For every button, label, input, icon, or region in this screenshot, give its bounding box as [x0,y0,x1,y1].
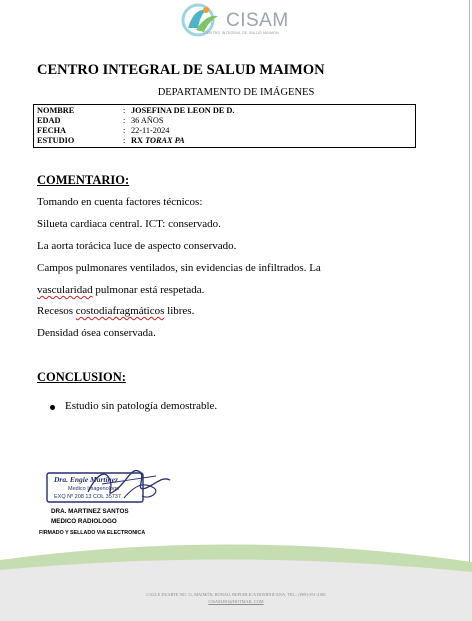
signature-note: FIRMADO Y SELLADO VIA ELECTRONICA [39,530,146,536]
logo-name: CISAM [226,10,289,31]
bullet-icon [50,405,55,410]
misspelled-word: vascularidad [37,284,93,296]
patient-separator: : [123,136,126,145]
patient-label: FECHA [37,126,67,135]
footer-wave-background [0,540,472,621]
signer-name: DRA. MARTINEZ SANTOS [51,508,129,515]
comment-line: Densidad ósea conservada. [37,327,156,339]
department-title: DEPARTAMENTO DE IMÁGENES [157,87,315,98]
study-prefix: RX [131,136,146,145]
stamp-name: Dra. Engie Martinez [54,475,118,484]
conclusion-item: Estudio sin patología demostrable. [65,400,218,412]
comment-line: Tomando en cuenta factores técnicos: [37,196,203,208]
patient-value: 36 AÑOS [131,116,164,125]
patient-label: EDAD [37,116,61,125]
comment-line: La aorta torácica luce de aspecto conservado. [37,240,237,252]
comment-text: Recesos [37,305,76,317]
footer-address: CALLE DUARTE NO. 11, MAIMÓN, BONAO, REPUBLICA DOMINICANA, TEL.: (809)-551-2186 [146,592,326,597]
stamp-role: Medico Imagenologo [68,486,120,492]
conclusion-heading: CONCLUSION: [37,370,126,384]
study-name: TORAX PA [145,136,185,145]
page-title: CENTRO INTEGRAL DE SALUD MAIMON [37,62,325,78]
signature-icon [84,462,174,506]
comment-line [37,305,194,317]
patient-separator: : [123,116,126,125]
patient-label: ESTUDIO [37,136,75,145]
cisam-logo [176,2,296,42]
comment-heading: COMENTARIO: [37,173,130,187]
misspelled-word: costodiafragmáticos [75,305,165,317]
logo-subtitle: CENTRO INTEGRAL DE SALUD MAIMON [204,31,279,35]
signer-role: MEDICO RADIOLOGO [51,518,117,525]
patient-value [131,136,185,146]
comment-line: Silueta cardiaca central. ICT: conservado. [37,218,221,230]
patient-separator: : [123,106,126,115]
footer-email-link[interactable]: CISAM.BO@HOTMAIL.COM [208,599,264,604]
patient-label: NOMBRE [37,106,75,115]
patient-value: JOSEFINA DE LEON DE D. [131,106,235,115]
patient-info-box [33,104,416,148]
comment-text: libres. [164,305,195,317]
patient-value: 22-11-2024 [131,126,170,135]
patient-separator: : [123,126,126,135]
comment-line: Campos pulmonares ventilados, sin evidencias de infiltrados. La [37,262,321,274]
stamp-exequatur: EXQ Nº 208 13 COL 35737 [54,494,121,500]
comment-line [37,284,204,296]
comment-text: pulmonar está respetada. [92,284,205,296]
